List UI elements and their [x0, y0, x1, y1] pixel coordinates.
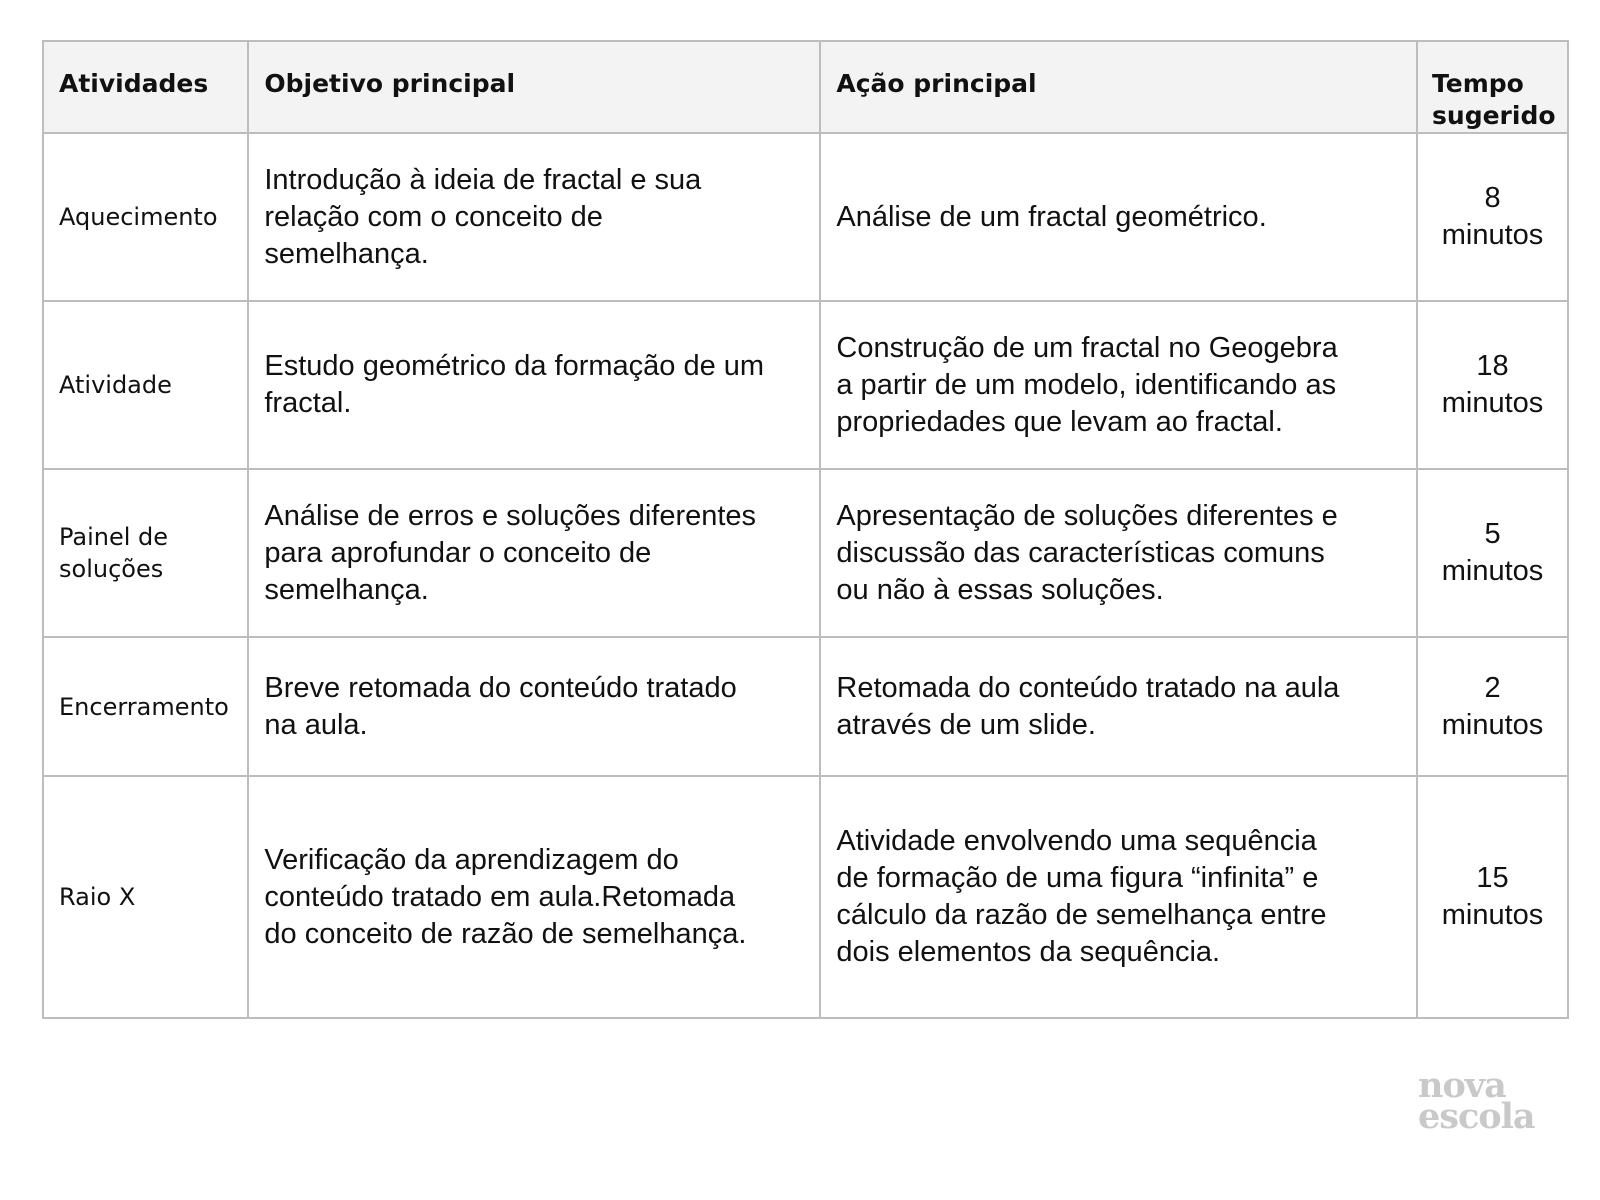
time-cell [1417, 133, 1568, 301]
header-activities: Atividades [43, 41, 248, 133]
activity-cell [43, 301, 248, 469]
logo-line-2: escola [1418, 1096, 1535, 1137]
action-text-line: discussão das características comuns [836, 536, 1325, 569]
table-header [43, 41, 1568, 133]
objective-cell [248, 301, 820, 469]
activity-text-line: soluções [59, 555, 164, 583]
time-text-line: minutos [1441, 555, 1544, 587]
time-text-line: minutos [1441, 387, 1544, 419]
time-cell [1417, 469, 1568, 637]
action-cell [820, 301, 1417, 469]
objective-text-line: semelhança. [264, 573, 429, 606]
time-text-line: 15 [1476, 862, 1509, 894]
time-text-line: 2 [1484, 671, 1501, 704]
objective-text-line: Breve retomada do conteúdo tratado [264, 671, 737, 704]
objective-text-line: para aprofundar o conceito de [264, 536, 652, 569]
activity-cell [43, 776, 248, 1018]
objective-text-line: Verificação da aprendizagem do [264, 843, 679, 876]
time-text-line: 18 [1476, 350, 1509, 382]
objective-cell [248, 637, 820, 776]
objective-text-line: conteúdo tratado em aula.Retomada [264, 880, 736, 913]
activity-cell [43, 637, 248, 776]
objective-text-line: na aula. [264, 708, 368, 741]
objective-text-line: Análise de erros e soluções diferentes [264, 499, 757, 532]
logo-line-1: nova [1418, 1065, 1506, 1106]
table-row [43, 469, 1568, 637]
time-cell [1417, 637, 1568, 776]
time-text-line: minutos [1441, 708, 1544, 741]
activity-text-line: Raio X [59, 883, 136, 911]
nova-escola-logo [1418, 1065, 1543, 1137]
header-time-line-1: Tempo [1432, 69, 1524, 98]
objective-cell [248, 469, 820, 637]
action-text-line: de formação de uma figura “infinita” e [836, 862, 1319, 894]
action-cell [820, 776, 1417, 1018]
header-main-objective: Objetivo principal [248, 41, 820, 133]
action-cell [820, 637, 1417, 776]
time-text-line: minutos [1441, 899, 1544, 931]
objective-cell [248, 133, 820, 301]
action-cell [820, 133, 1417, 301]
objective-text-line: relação com o conceito de [264, 200, 603, 233]
time-cell [1417, 776, 1568, 1018]
action-text-line: dois elementos da sequência. [836, 936, 1221, 968]
header-row [43, 41, 1568, 133]
activity-text-line: Aquecimento [59, 203, 218, 231]
objective-text-line: Introdução à ideia de fractal e sua [264, 163, 702, 196]
action-cell [820, 469, 1417, 637]
activity-text-line: Encerramento [59, 692, 229, 721]
header-suggested-time [1417, 41, 1568, 133]
time-cell [1417, 301, 1568, 469]
objective-cell [248, 776, 820, 1018]
action-text-line: a partir de um modelo, identificando as [836, 368, 1337, 401]
action-text-line: Retomada do conteúdo tratado na aula [836, 671, 1340, 704]
objective-text-line: do conceito de razão de semelhança. [264, 917, 747, 950]
action-text-line: através de um slide. [836, 708, 1096, 741]
table-body [43, 133, 1568, 1018]
action-text-line: Construção de um fractal no Geogebra [836, 331, 1338, 364]
activity-text-line: Atividade [59, 371, 172, 399]
activity-cell [43, 469, 248, 637]
time-text-line: 8 [1484, 182, 1501, 214]
table-row [43, 301, 1568, 469]
table-row [43, 133, 1568, 301]
action-text-line: Atividade envolvendo uma sequência [836, 825, 1317, 857]
action-text-line: Análise de um fractal geométrico. [836, 200, 1267, 233]
objective-text-line: fractal. [264, 387, 352, 419]
activity-text-line: Painel de [59, 523, 169, 551]
activity-cell [43, 133, 248, 301]
action-text-line: propriedades que levam ao fractal. [836, 405, 1283, 438]
objective-text-line: Estudo geométrico da formação de um [264, 350, 765, 382]
objective-text-line: semelhança. [264, 237, 429, 270]
header-time-line-2: sugerido [1432, 101, 1556, 130]
table-row [43, 637, 1568, 776]
action-text-line: Apresentação de soluções diferentes e [836, 499, 1338, 532]
header-main-action: Ação principal [820, 41, 1417, 133]
action-text-line: cálculo da razão de semelhança entre [836, 899, 1327, 931]
time-text-line: minutos [1441, 219, 1544, 251]
action-text-line: ou não à essas soluções. [836, 573, 1164, 606]
time-text-line: 5 [1484, 518, 1501, 550]
table-row [43, 776, 1568, 1018]
lesson-plan-table [42, 40, 1569, 1019]
